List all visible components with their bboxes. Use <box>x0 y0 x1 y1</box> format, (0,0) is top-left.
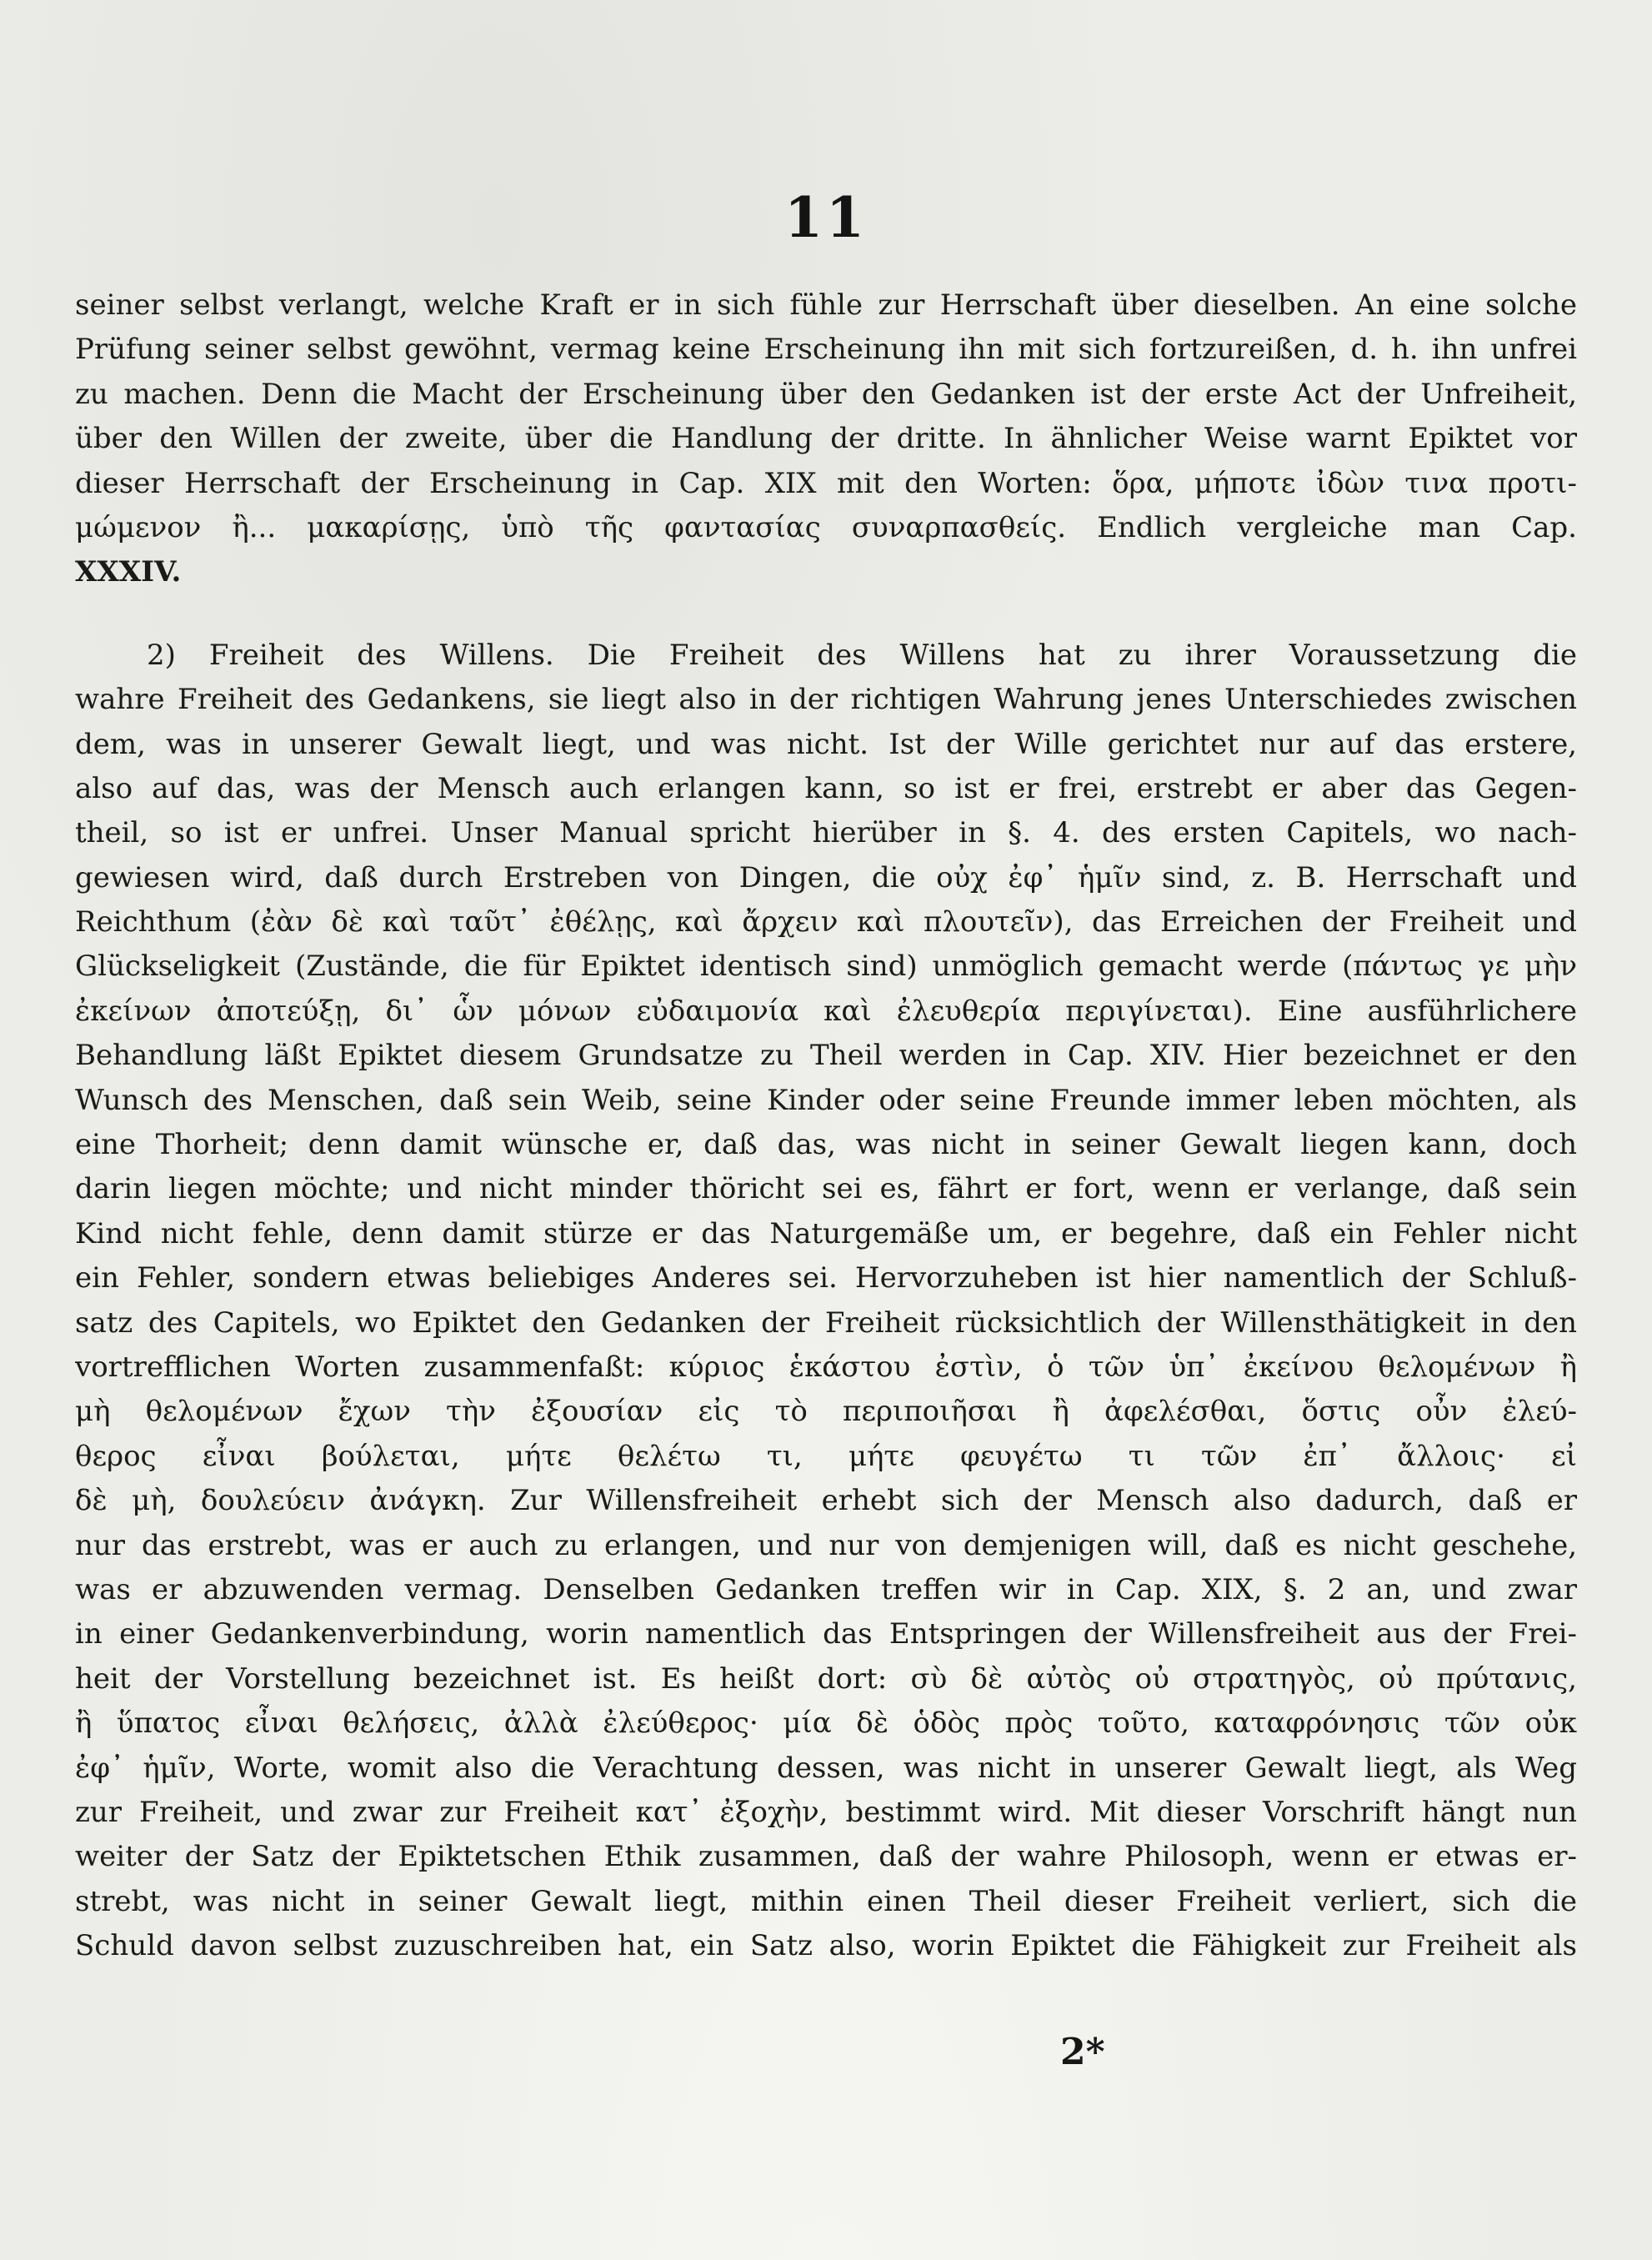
text-line: Glückseligkeit (Zustände, die für Epiktet identisch sind) unmöglich gemacht werde (πάντως γε μὴν <box>75 950 1577 984</box>
text-line: ἢ ὕπατος εἶναι θελήσεις, ἀλλὰ ἐλεύθερος· μία δὲ ὁδὸς πρὸς τοῦτο, καταφρόνησις τῶν οὐκ <box>75 1706 1577 1741</box>
text-line: was er abzuwenden vermag. Denselben Gedanken treffen wir in Cap. XIX, §. 2 an, und zwar <box>75 1572 1577 1606</box>
text-line: ἐκείνων ἀποτεύξῃ, δι᾽ ὧν μόνων εὐδαιμονία καὶ ἐλευθερία περιγίνεται). Eine ausführlichere <box>75 994 1577 1028</box>
body-text <box>75 283 1577 1968</box>
text-line: über den Willen der zweite, über die Handlung der dritte. In ähnlicher Weise warnt Epiktet vor <box>75 422 1577 456</box>
text-line: Schuld davon selbst zuzuschreiben hat, ein Satz also, worin Epiktet die Fähigkeit zur Freiheit als <box>75 1929 1577 1963</box>
text-line: Behandlung läßt Epiktet diesem Grundsatze zu Theil werden in Cap. XIV. Hier bezeichnet er den <box>75 1039 1577 1073</box>
text-line: seiner selbst verlangt, welche Kraft er in sich fühle zur Herrschaft über dieselben. An eine solche <box>75 288 1577 322</box>
text-line: heit der Vorstellung bezeichnet ist. Es heißt dort: σὺ δὲ αὐτὸς οὐ στρατηγὸς, οὐ πρύτανις, <box>75 1661 1577 1696</box>
text-line: zu machen. Denn die Macht der Erscheinung über den Gedanken ist der erste Act der Unfreiheit, <box>75 377 1577 411</box>
text-line: Prüfung seiner selbst gewöhnt, vermag keine Erscheinung ihn mit sich fortzureißen, d. h. ihn unfrei <box>75 333 1577 367</box>
text-line: theil, so ist er unfrei. Unser Manual spricht hierüber in §. 4. des ersten Capitels, wo nach- <box>75 816 1577 850</box>
text-line: satz des Capitels, wo Epiktet den Gedanken der Freiheit rücksichtlich der Willensthätigkeit in den <box>75 1305 1577 1340</box>
paragraph-2 <box>75 634 1577 1969</box>
text-line: also auf das, was der Mensch auch erlangen kann, so ist er frei, erstrebt er aber das Gegen- <box>75 771 1577 805</box>
text-line: dem, was in unserer Gewalt liegt, und was nicht. Ist der Wille gerichtet nur auf das erstere, <box>75 727 1577 761</box>
text-line: Kind nicht fehle, denn damit stürze er das Naturgemäße um, er begehre, daß ein Fehler nicht <box>75 1216 1577 1250</box>
text-line: Reichthum (ἐὰν δὲ καὶ ταῦτ᾽ ἐθέλῃς, καὶ ἄρχειν καὶ πλουτεῖν), das Erreichen der Freiheit und <box>75 905 1577 940</box>
text-line: nur das erstrebt, was er auch zu erlangen, und nur von demjenigen will, daß es nicht geschehe, <box>75 1528 1577 1562</box>
text-line: darin liegen möchte; und nicht minder thöricht sei es, fährt er fort, wenn er verlange, daß sein <box>75 1172 1577 1206</box>
signature-mark: 2* <box>1060 2031 1105 2073</box>
text-line: θερος εἶναι βούλεται, μήτε θελέτω τι, μήτε φευγέτω τι τῶν ἐπ᾽ ἄλλοις· εἰ <box>75 1439 1577 1473</box>
paragraph-gap <box>75 595 1577 634</box>
text-line: weiter der Satz der Epiktetschen Ethik zusammen, daß der wahre Philosoph, wenn er etwas er- <box>75 1840 1577 1874</box>
text-line: ein Fehler, sondern etwas beliebiges Anderes sei. Hervorzuheben ist hier namentlich der Schluß- <box>75 1261 1577 1295</box>
text-line: XXXIV. <box>75 555 182 589</box>
text-line: zur Freiheit, und zwar zur Freiheit κατ᾽ ἐξοχὴν, bestimmt wird. Mit dieser Vorschrift hängt nun <box>75 1795 1577 1829</box>
text-line: strebt, was nicht in seiner Gewalt liegt, mithin einen Theil dieser Freiheit verliert, sich die <box>75 1884 1577 1918</box>
text-line: μὴ θελομένων ἔχων τὴν ἐξουσίαν εἰς τὸ περιποιῆσαι ἢ ἀφελέσθαι, ὅστις οὖν ἐλεύ- <box>75 1395 1577 1429</box>
text-line: ἐφ᾽ ἡμῖν, Worte, womit also die Verachtung dessen, was nicht in unserer Gewalt liegt, als Weg <box>75 1751 1577 1785</box>
text-line: 2) Freiheit des Willens. Die Freiheit des Willens hat zu ihrer Voraussetzung die <box>147 638 1577 672</box>
text-line: vortrefflichen Worten zusammenfaßt: κύριος ἑκάστου ἐστὶν, ὁ τῶν ὑπ᾽ ἐκείνου θελομένων ἢ <box>75 1350 1577 1384</box>
paragraph-1 <box>75 283 1577 595</box>
page-number: 11 <box>784 185 868 250</box>
text-line: dieser Herrschaft der Erscheinung in Cap. XIX mit den Worten: ὅρα, μήποτε ἰδὼν τινα προτι- <box>75 466 1577 500</box>
text-line: δὲ μὴ, δουλεύειν ἀνάγκη. Zur Willensfreiheit erhebt sich der Mensch also dadurch, daß er <box>75 1484 1577 1518</box>
text-line: in einer Gedankenverbindung, worin namentlich das Entspringen der Willensfreiheit aus der Frei- <box>75 1617 1577 1651</box>
text-line: Wunsch des Menschen, daß sein Weib, seine Kinder oder seine Freunde immer leben möchten, als <box>75 1083 1577 1117</box>
text-line: gewiesen wird, daß durch Erstreben von Dingen, die οὐχ ἐφ᾽ ἡμῖν sind, z. B. Herrschaft und <box>75 860 1577 894</box>
text-line: wahre Freiheit des Gedankens, sie liegt also in der richtigen Wahrung jenes Unterschiedes zwischen <box>75 683 1577 717</box>
text-line: eine Thorheit; denn damit wünsche er, daß das, was nicht in seiner Gewalt liegen kann, doch <box>75 1128 1577 1162</box>
text-line: μώμενον ἢ... μακαρίσῃς, ὑπὸ τῆς φαντασίας συναρπασθείς. Endlich vergleiche man Cap. <box>75 510 1577 544</box>
